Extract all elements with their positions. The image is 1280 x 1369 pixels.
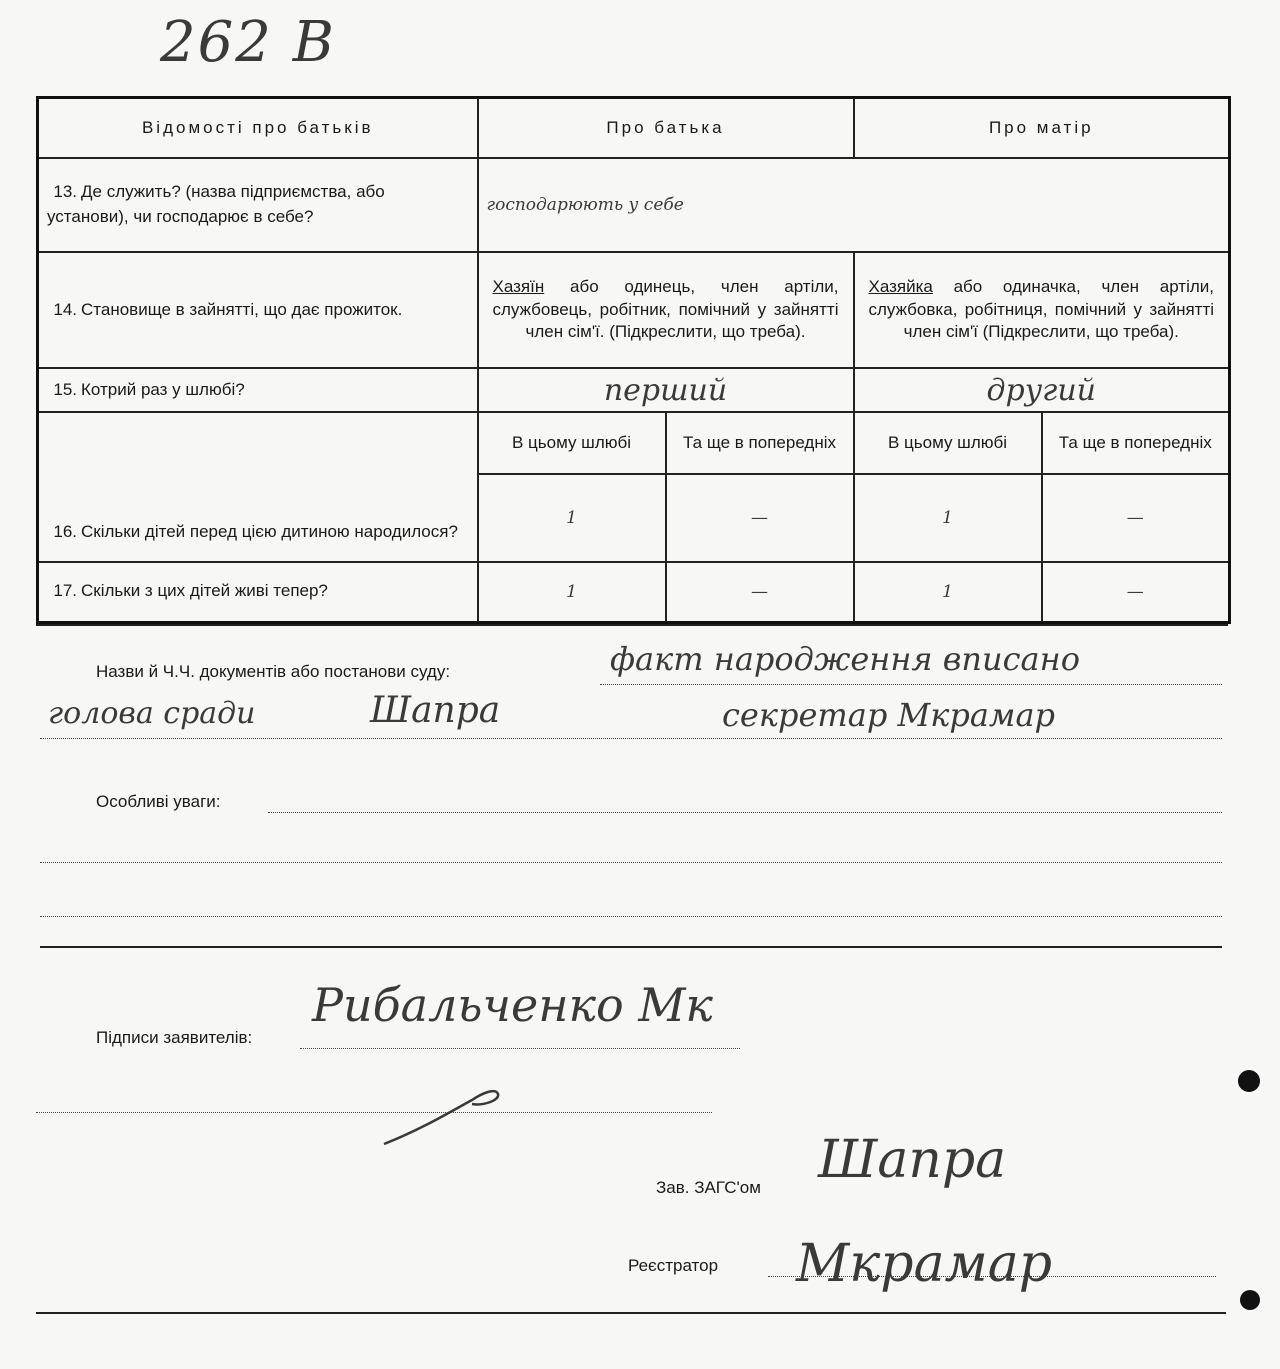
q15-text: Котрий раз у шлюбі?	[81, 379, 245, 399]
q14-mother-options[interactable]	[854, 252, 1230, 368]
documents-line-1[interactable]	[600, 684, 1222, 685]
documents-handwriting-1: факт народження вписано	[610, 640, 1080, 678]
q13-answer[interactable]	[478, 158, 1230, 252]
q16-mother-previous-header: Та ще в попередніх	[1042, 412, 1230, 474]
q14-label	[38, 252, 478, 368]
applicants-signature: Рибальченко Мк	[312, 978, 713, 1032]
q15-father-answer[interactable]: перший	[478, 368, 854, 412]
q16-mother-this-marriage-header: В цьому шлюбі	[854, 412, 1042, 474]
header-father: Про батька	[478, 98, 854, 159]
documents-line-2[interactable]	[40, 738, 1222, 739]
q13-label	[38, 158, 478, 252]
q16-label	[38, 412, 478, 562]
documents-handwriting-2b: Шапра	[370, 690, 501, 731]
header-parents-info: Відомості про батьків	[38, 98, 478, 159]
q16-text: Скільки дітей перед цією дитиною народилося?	[81, 522, 458, 542]
row-q13	[38, 158, 1230, 252]
q17-number: 17.	[53, 581, 77, 601]
q14-father-rest: або одинець, член артіли, службовець, робітник, помічний у зайнятті член сім'ї. (Підкреслити, що треба).	[492, 276, 839, 342]
page-number: 262 В	[160, 10, 336, 75]
parents-info-table	[36, 96, 1231, 624]
q16-father-previous-header: Та ще в попередніх	[666, 412, 854, 474]
remarks-bottom-rule	[40, 946, 1222, 948]
remarks-line-1[interactable]	[268, 812, 1222, 813]
q17-father-this-value[interactable]: 1	[478, 562, 666, 622]
q16-father-prev-value[interactable]: —	[666, 474, 854, 562]
q14-father-selected: Хазяїн	[492, 276, 545, 296]
q14-father-options[interactable]	[478, 252, 854, 368]
q16-father-this-marriage-header: В цьому шлюбі	[478, 412, 666, 474]
applicants-signature-line-2[interactable]	[36, 1112, 712, 1113]
q17-father-prev-value[interactable]: —	[666, 562, 854, 622]
q13-answer-text: господарюють у себе	[486, 195, 684, 215]
documents-handwriting-2c: секретар Мкрамар	[722, 696, 1055, 734]
q15-label	[38, 368, 478, 412]
q13-text: Де служить? (назва підприємства, або установи), чи господарює в себе?	[47, 182, 385, 226]
q16-mother-this-value[interactable]: 1	[854, 474, 1042, 562]
remarks-label: Особливі уваги:	[96, 792, 221, 811]
row-q17	[38, 562, 1230, 622]
q15-number: 15.	[53, 379, 77, 399]
q16-father-this-value[interactable]: 1	[478, 474, 666, 562]
applicants-signature-line-1[interactable]	[300, 1048, 740, 1049]
q17-mother-this-value[interactable]: 1	[854, 562, 1042, 622]
documents-handwriting-2a: голова сради	[48, 696, 256, 731]
q15-mother-answer[interactable]: другий	[854, 368, 1230, 412]
punch-hole-icon	[1240, 1290, 1260, 1310]
registrar-signature: Мкрамар	[796, 1234, 1052, 1294]
page-bottom-rule	[36, 1312, 1226, 1314]
punch-hole-icon	[1238, 1070, 1260, 1092]
table-bottom-rule	[36, 624, 1228, 626]
q16-mother-prev-value[interactable]: —	[1042, 474, 1230, 562]
documents-label: Назви й Ч.Ч. документів або постанови суду:	[96, 662, 451, 681]
q14-mother-rest: або одиначка, член артіли, службовка, робітниця, помічний у зайнятті член сім'ї (Підкреслити, що треба).	[868, 276, 1215, 342]
q14-text: Становище в зайнятті, що дає прожиток.	[81, 299, 403, 319]
remarks-line-2[interactable]	[40, 862, 1222, 863]
row-q14	[38, 252, 1230, 368]
row-q15	[38, 368, 1230, 412]
row-q16-subheader	[38, 412, 1230, 474]
remarks-line-3[interactable]	[40, 916, 1222, 917]
q14-number: 14.	[53, 299, 77, 319]
zags-head-label: Зав. ЗАГС'ом	[656, 1178, 761, 1197]
applicants-signatures-label: Підписи заявителів:	[96, 1028, 253, 1047]
q17-label	[38, 562, 478, 622]
q17-mother-prev-value[interactable]: —	[1042, 562, 1230, 622]
registrar-label: Реєстратор	[628, 1256, 719, 1275]
q14-mother-selected: Хазяйка	[868, 276, 933, 296]
header-mother: Про матір	[854, 98, 1230, 159]
q13-number: 13.	[53, 182, 77, 202]
q16-number: 16.	[53, 522, 77, 542]
signature-scribble-icon	[380, 1078, 510, 1148]
q17-text: Скільки з цих дітей живі тепер?	[81, 581, 328, 601]
table-header-row	[38, 98, 1230, 159]
zags-head-signature: Шапра	[818, 1130, 1007, 1190]
